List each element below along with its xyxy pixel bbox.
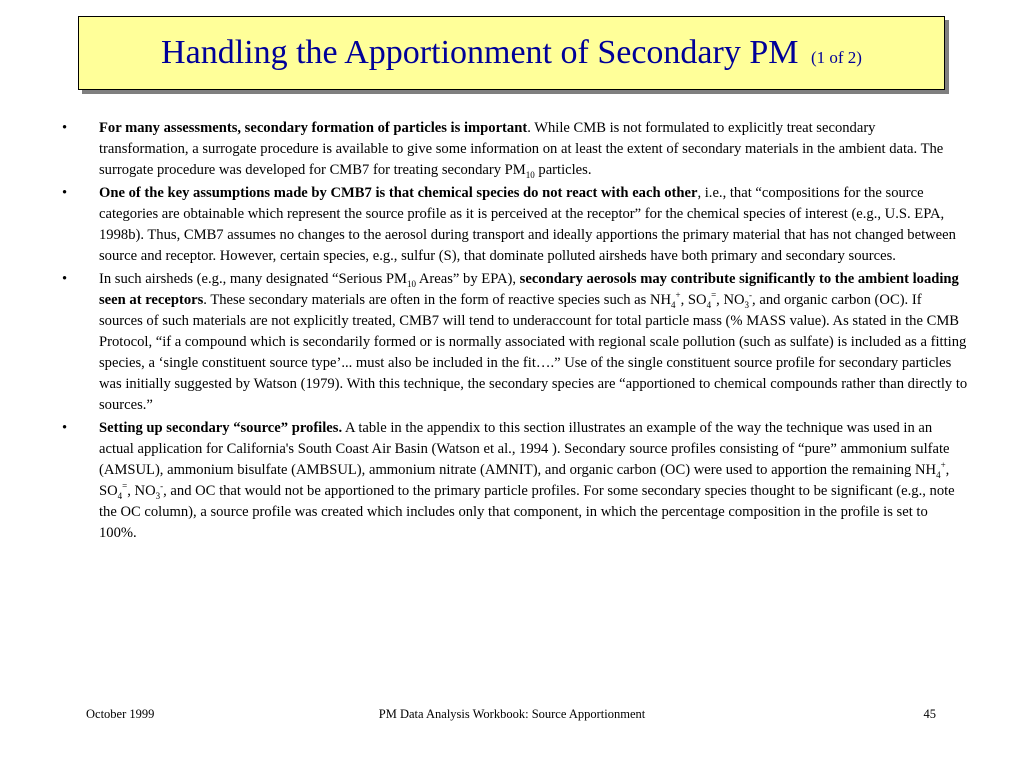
- bullet-bold-text: For many assessments, secondary formation of particles is important: [99, 120, 528, 136]
- bullet-text-part: Areas” by EPA),: [416, 271, 520, 287]
- subscript: 4: [117, 490, 123, 501]
- bullet-text: [99, 183, 968, 267]
- bullet-text-part: , NO: [716, 292, 745, 308]
- slide-title-text: Handling the Apportionment of Secondary PM: [161, 34, 799, 71]
- subscript: 3: [744, 299, 750, 310]
- slide-content: [62, 118, 968, 546]
- bullet-text-part: , and organic carbon (OC). If sources of such materials are not explicitly treated, CMB7 will tend to underaccount for total particle mass (% MASS value). As stated in the CMB Protocol, “if a compound which is secondarily formed or is normally associated with regional scale pollution (such as sulfate) is included as a fitting species, a ‘single constituent source type’... must also be included in the fit….” Use of the single constituent source profile for secondary particles was initially suggested by Watson (1979). With this technique, the secondary species are “apportioned to chemical compounds rather than directly to sources.”: [99, 292, 968, 413]
- superscript: +: [940, 460, 946, 471]
- bullet-text: [99, 418, 968, 544]
- subscript: 4: [936, 469, 941, 480]
- superscript: -: [160, 481, 164, 492]
- bullet-text-part: , i.e., that “compositions for the source categories are obtainable which represent the source profile as it is perceived at the receptor” for the chemical species of interest (e.g., U.S. EPA, 1998b). Thus, CMB7 assumes no changes to the aerosol during transport and ideally apportions the primary material that has not changed between source and receptor. However, certain species, e.g., sulfur (S), that dominate polluted airsheds have both primary and secondary sources.: [99, 185, 956, 264]
- bullet-text-part: , SO: [680, 292, 707, 308]
- bullet-bold-text: One of the key assumptions made by CMB7 is that chemical species do not react with each other: [99, 185, 698, 201]
- bullet-bold-text: secondary aerosols may contribute significantly to the ambient loading seen at receptors: [99, 271, 959, 308]
- bullet-text-part: In such airsheds (e.g., many designated “Serious PM: [99, 271, 408, 287]
- superscript: =: [711, 290, 717, 301]
- footer-date: October 1999: [86, 707, 155, 721]
- superscript: +: [675, 290, 681, 301]
- bullet-bold-text: Setting up secondary “source” profiles.: [99, 420, 343, 436]
- bullet-item-2: [62, 183, 968, 267]
- bullet-item-4: [62, 418, 968, 544]
- footer-page-number: 45: [923, 707, 936, 721]
- superscript: -: [749, 290, 753, 301]
- bullet-text: [99, 269, 968, 416]
- superscript: =: [122, 481, 128, 492]
- bullet-text-part: A table in the appendix to this section illustrates an example of the way the technique was used in an actual application for California's South Coast Air Basin (Watson et al., 1994 ). Secondary source profiles consisting of “pure” ammonium sulfate (AMSUL), ammonium bisulfate (AMBSUL), ammonium nitrate (AMNIT), and organic carbon (OC) were used to apportion the remaining NH: [99, 420, 950, 478]
- bullet-text-part: . While CMB is not formulated to explicitly treat secondary transformation, a surrogate procedure is available to give some information on at least the extent of secondary materials in the ambient data. The surrogate procedure was developed for CMB7 for treating secondary PM: [99, 120, 944, 178]
- slide-title: [161, 36, 862, 70]
- bullet-item-3: [62, 269, 968, 416]
- subscript: 10: [525, 169, 535, 180]
- bullet-text: [99, 118, 968, 181]
- subscript: 3: [155, 490, 161, 501]
- footer-title: PM Data Analysis Workbook: Source Apportionment: [378, 707, 646, 721]
- bullet-symbol: •: [62, 120, 68, 136]
- bullet-text-part: . These secondary materials are often in the form of reactive species such as NH: [203, 292, 672, 308]
- slide-subtitle: (1 of 2): [810, 48, 862, 67]
- title-box: [78, 16, 945, 90]
- bullet-text-part: , SO: [99, 462, 950, 499]
- subscript: 4: [706, 299, 712, 310]
- bullet-item-1: [62, 118, 968, 181]
- bullet-symbol: •: [62, 271, 68, 287]
- bullet-symbol: •: [62, 420, 68, 436]
- subscript: 4: [671, 299, 676, 310]
- bullet-text-part: , and OC that would not be apportioned to the primary particle profiles. For some secondary species thought to be significant (e.g., note the OC column), a source profile was created which includes only that component, in which the percentage composition in the profile is set to 100%.: [99, 483, 955, 541]
- bullet-symbol: •: [62, 185, 68, 201]
- subscript: 10: [407, 278, 417, 289]
- bullet-text-part: particles.: [534, 162, 592, 178]
- bullet-text-part: , NO: [127, 483, 156, 499]
